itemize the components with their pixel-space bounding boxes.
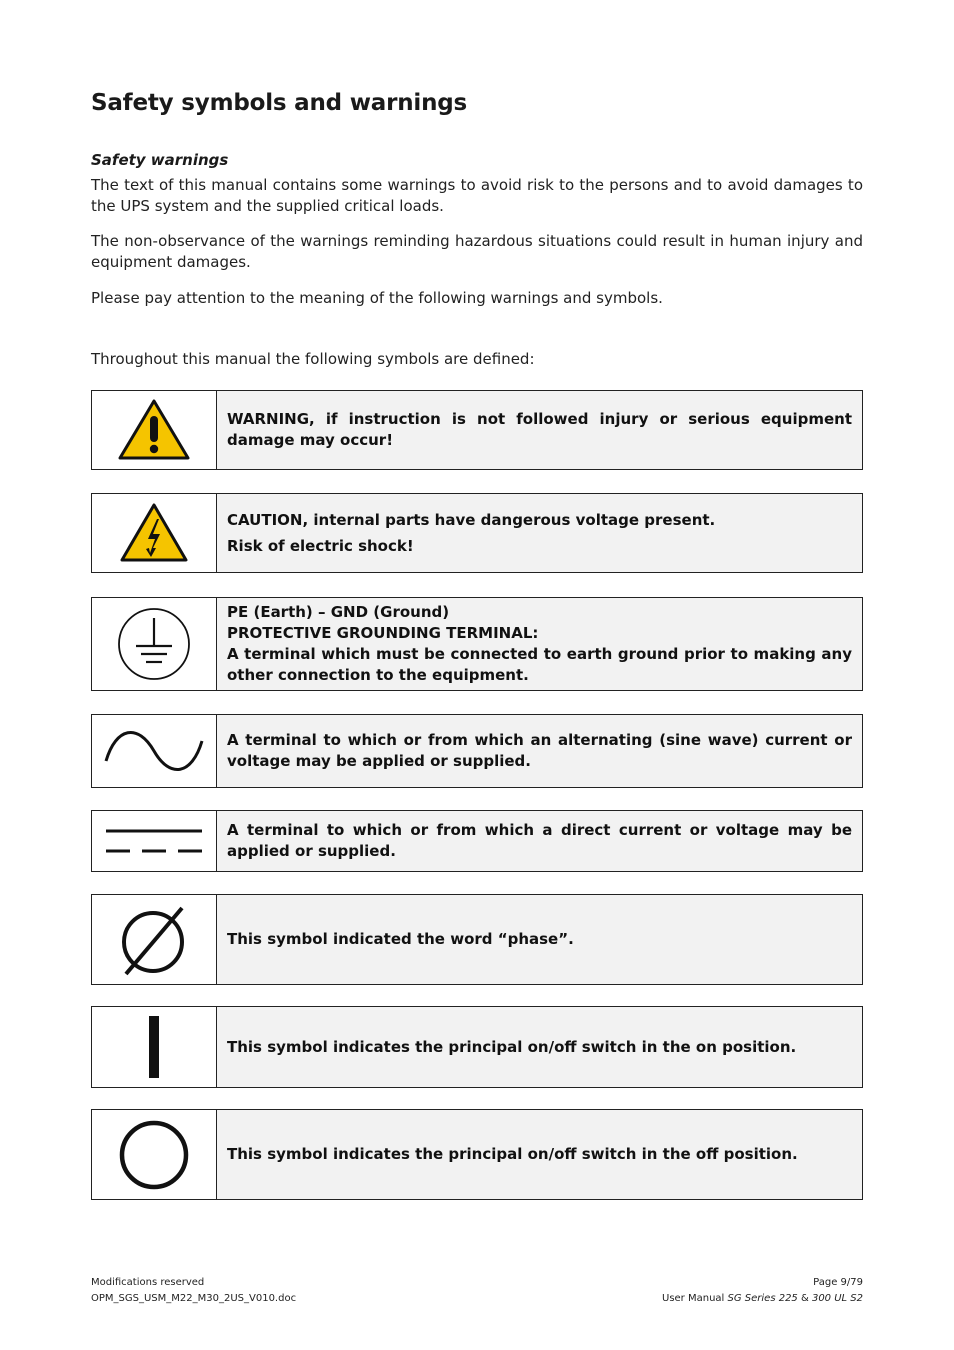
description-line: This symbol indicated the word “phase”. [227, 930, 574, 948]
symbol-description [217, 494, 862, 572]
symbol-row-caution [91, 493, 863, 573]
symbol-row-power-off [91, 1109, 863, 1200]
symbol-cell [92, 1110, 217, 1199]
symbol-description [217, 811, 862, 871]
footer-left [91, 1275, 296, 1307]
footer-page-number: Page 9/79 [813, 1277, 863, 1288]
symbol-row-protective-earth [91, 597, 863, 691]
description-line: WARNING, if instruction is not followed injury or serious equipment damage may occur! [227, 410, 852, 449]
direct-current-icon [102, 823, 206, 859]
page-title: Safety symbols and warnings [91, 90, 468, 116]
footer-filename: OPM_SGS_USM_M22_M30_2US_V010.doc [91, 1293, 297, 1304]
protective-earth-icon [116, 606, 192, 682]
alternating-current-icon [102, 721, 206, 781]
footer-manual-model: 300 UL S2 [811, 1293, 863, 1304]
symbol-row-phase [91, 894, 863, 985]
symbol-row-power-on [91, 1006, 863, 1088]
power-on-icon [144, 1014, 164, 1080]
symbol-row-alternating-current [91, 714, 863, 788]
footer-manual-title [662, 1291, 863, 1307]
description-line: This symbol indicates the principal on/off switch in the off position. [227, 1145, 798, 1163]
symbol-cell [92, 598, 217, 690]
description-line: PROTECTIVE GROUNDING TERMINAL: [227, 624, 539, 642]
symbol-row-warning [91, 390, 863, 470]
description-line: PE (Earth) – GND (Ground) [227, 603, 450, 621]
description-line: CAUTION, internal parts have dangerous voltage present. [227, 510, 716, 529]
footer-modifications: Modifications reserved [91, 1277, 205, 1288]
symbol-cell [92, 895, 217, 984]
symbol-description [217, 715, 862, 787]
paragraph-3: Please pay attention to the meaning of the following warnings and symbols. [91, 289, 663, 307]
footer-right [662, 1275, 863, 1307]
description-line: A terminal to which or from which a direct current or voltage may be applied or supplied. [227, 821, 852, 860]
symbol-description [217, 1110, 862, 1199]
paragraph-4: Throughout this manual the following symbols are defined: [91, 350, 535, 368]
footer-manual-prefix: User Manual [662, 1293, 728, 1304]
symbol-description [217, 1007, 862, 1087]
footer-manual-amp: & [797, 1293, 812, 1304]
symbol-description [217, 598, 862, 690]
description-line: This symbol indicates the principal on/off switch in the on position. [227, 1037, 797, 1056]
power-off-icon [116, 1117, 192, 1193]
warning-exclamation-triangle-icon [117, 398, 191, 462]
section-subheading: Safety warnings [91, 151, 229, 169]
symbol-description [217, 895, 862, 984]
symbol-cell [92, 1007, 217, 1087]
electric-shock-triangle-icon [119, 502, 189, 564]
symbol-row-direct-current [91, 810, 863, 872]
symbol-cell [92, 494, 217, 572]
paragraph-1: The text of this manual contains some warnings to avoid risk to the persons and to avoid damages to the UPS system and the supplied critical loads. [91, 176, 863, 215]
description-line: Risk of electric shock! [227, 536, 414, 555]
footer-manual-series: SG Series 225 [727, 1293, 798, 1304]
description-line: A terminal which must be connected to earth ground prior to making any other connection to the equipment. [227, 645, 852, 684]
paragraph-2: The non-observance of the warnings reminding hazardous situations could result in human injury and equipment damages. [91, 232, 863, 271]
description-line: A terminal to which or from which an alternating (sine wave) current or voltage may be applied or supplied. [227, 731, 852, 770]
symbol-cell [92, 811, 217, 871]
symbol-cell [92, 715, 217, 787]
phase-icon [116, 902, 192, 978]
symbol-description [217, 391, 862, 469]
symbol-cell [92, 391, 217, 469]
